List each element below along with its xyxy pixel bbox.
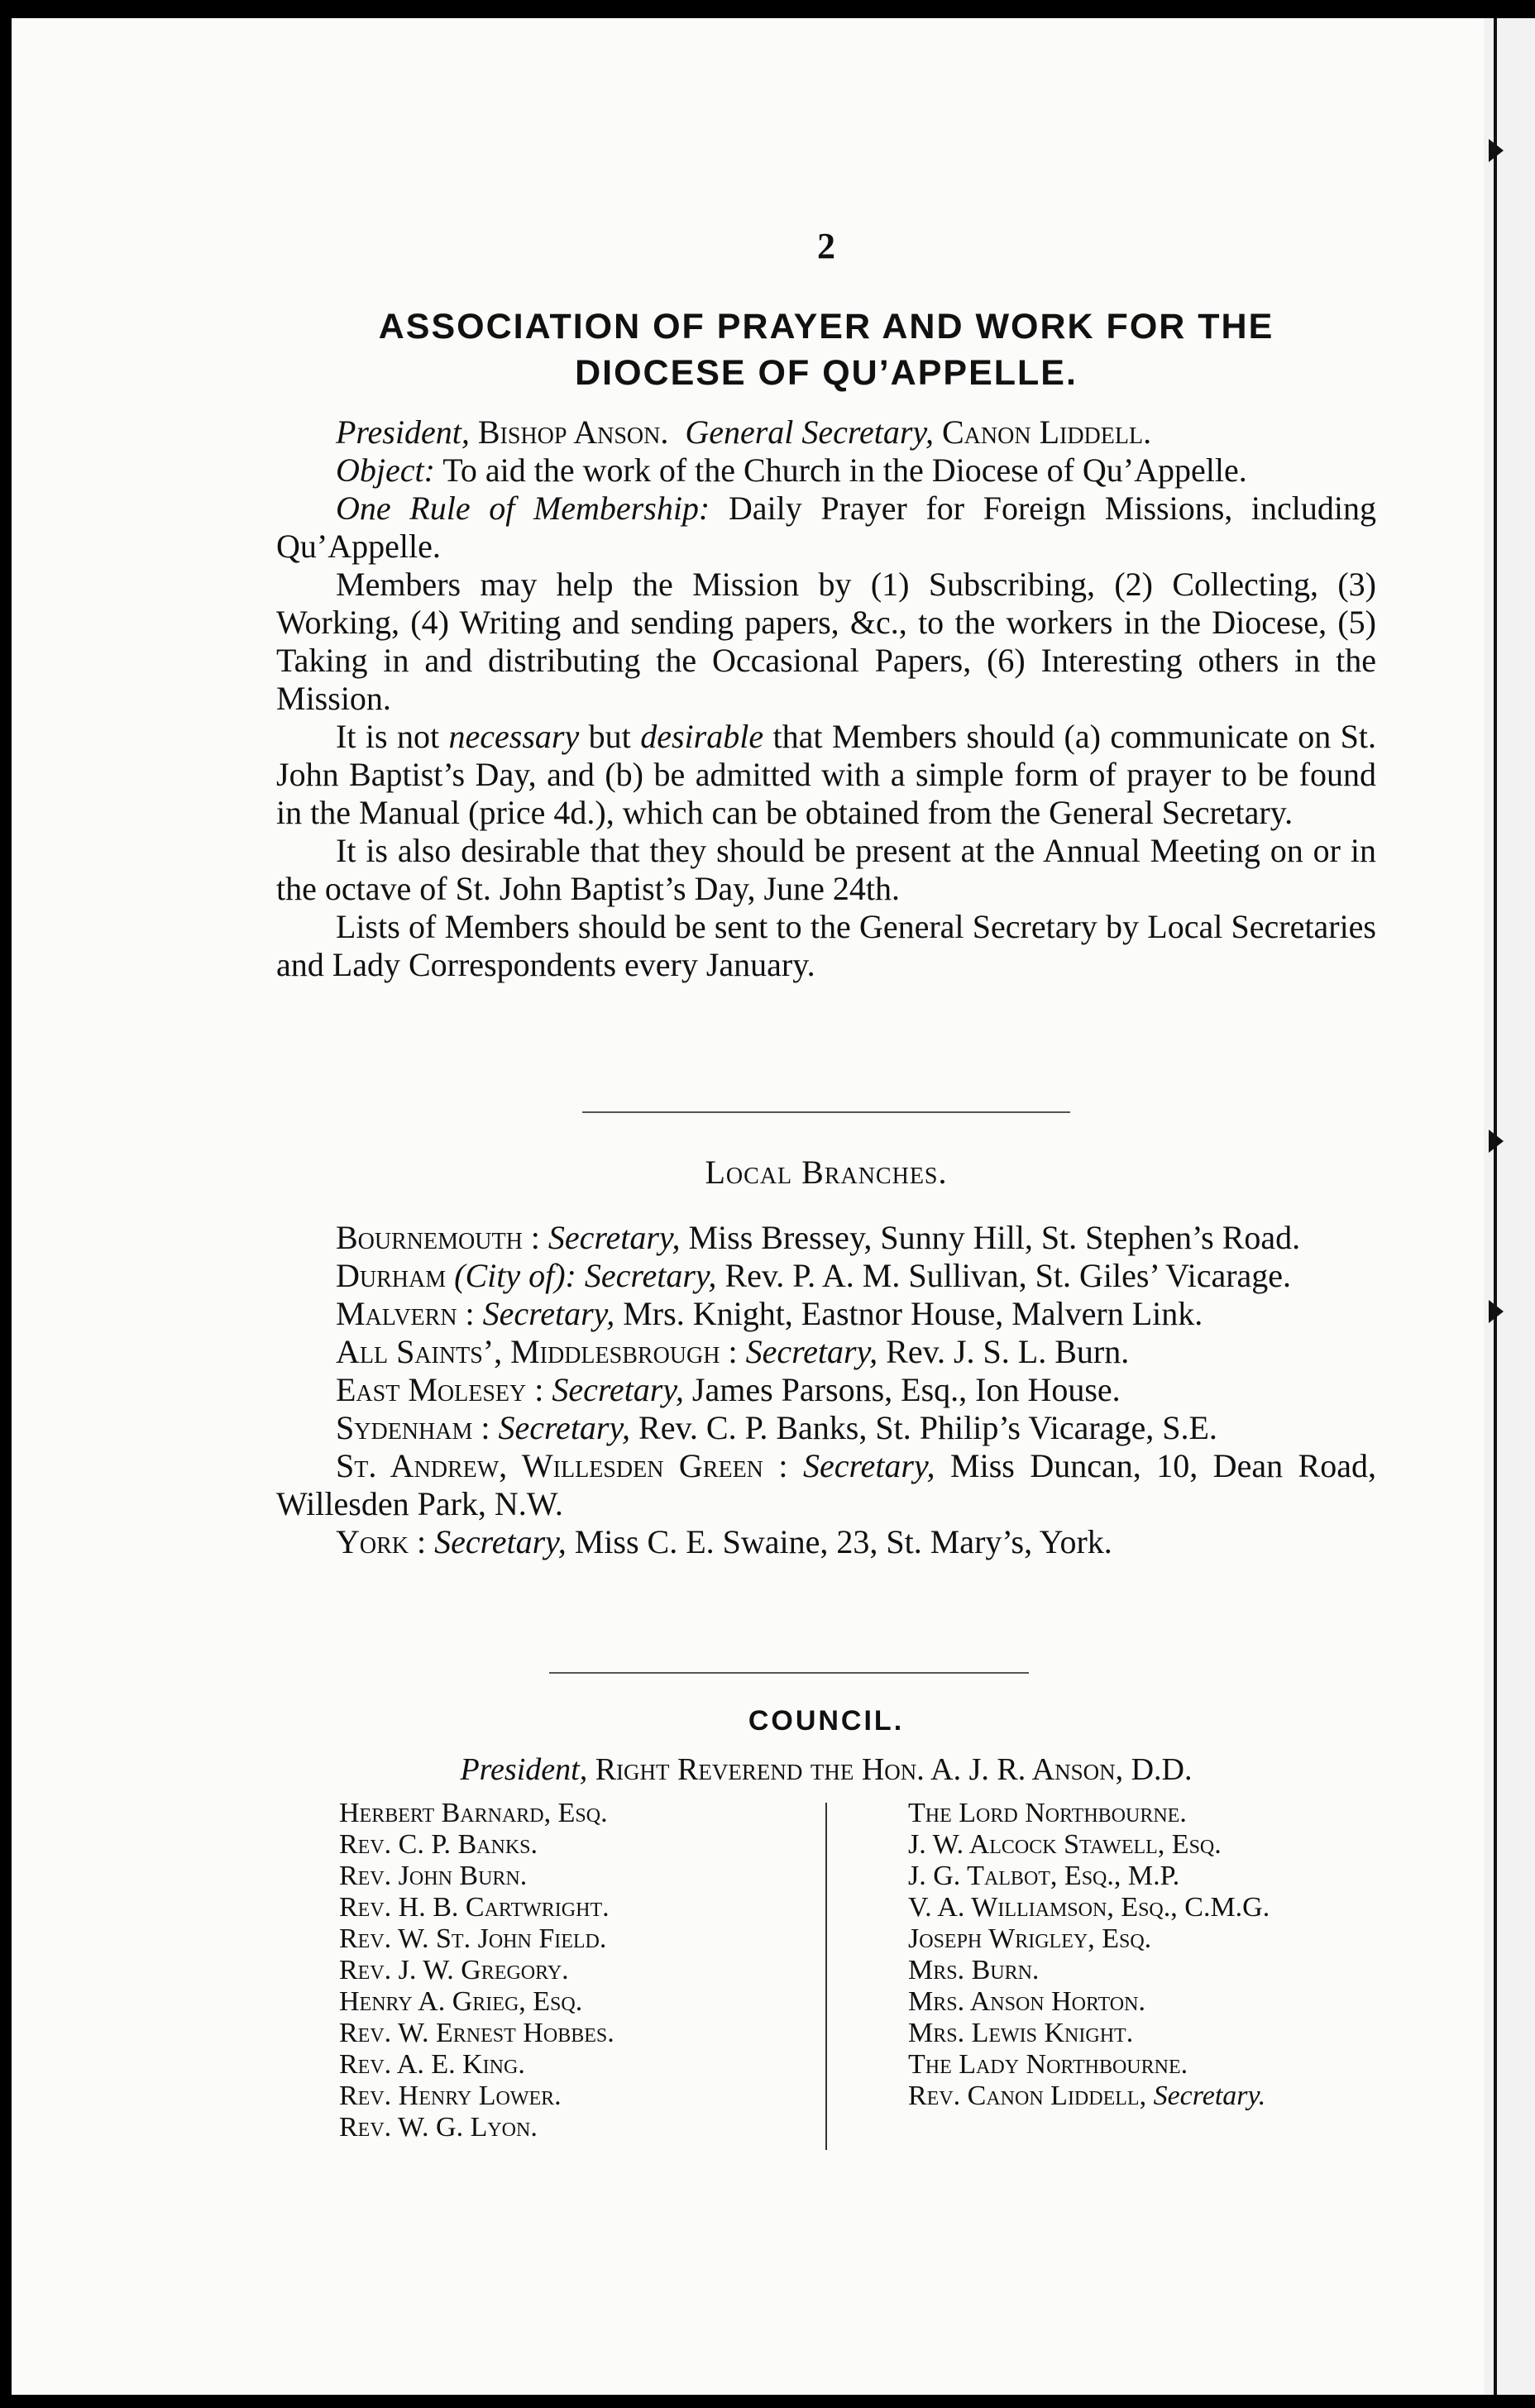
council-member-name: Rev. C. P. Banks. [339, 1829, 538, 1860]
council-member [339, 1955, 614, 1986]
adjacent-page-edge [1484, 18, 1535, 2395]
council-member-name: Rev. W. St. John Field. [339, 1923, 607, 1954]
council-president-label: President, [460, 1752, 588, 1787]
divider [549, 1672, 1029, 1674]
council-member-name: Herbert Barnard, Esq. [339, 1798, 608, 1828]
branch-place: St. Andrew, Willesden Green : [336, 1447, 788, 1484]
council-member [908, 1986, 1270, 2018]
local-branches-list [276, 1219, 1376, 1561]
council-member [908, 2018, 1270, 2049]
council-member [908, 1892, 1270, 1923]
branch-detail: Miss Bressey, Sunny Hill, St. Stephen’s Road. [688, 1219, 1301, 1256]
column-divider [825, 1803, 827, 2150]
branch-entry [276, 1371, 1376, 1409]
council-member [908, 2049, 1270, 2081]
council-member [908, 1923, 1270, 1955]
branch-detail: Rev. P. A. M. Sullivan, St. Giles’ Vicarage. [724, 1257, 1292, 1294]
rule-label: One Rule of Membership: [336, 490, 710, 527]
branch-place: Durham [336, 1257, 447, 1294]
desirable-paragraph [276, 718, 1376, 832]
president-name: Bishop Anson. [477, 413, 669, 451]
council-member-name: Rev. H. B. Cartwright. [339, 1892, 610, 1923]
council-member-name: Rev. J. W. Gregory. [339, 1955, 569, 1985]
binding-notch [1489, 139, 1504, 162]
necessary-word: necessary [448, 718, 580, 755]
branch-detail: Miss Duncan, 10, Dean Road, Willesden Park, N.W. [276, 1447, 1376, 1522]
council-member-name: Joseph Wrigley, Esq. [908, 1923, 1152, 1954]
council-member [339, 1798, 614, 1829]
council-president-text: Right Reverend the Hon. A. J. R. Anson, D.D. [595, 1752, 1193, 1787]
association-text [276, 413, 1376, 984]
rule-text: Daily Prayer for Foreign Missions, including Qu’Appelle. [276, 490, 1376, 565]
binding-line [1494, 18, 1497, 2395]
branch-secretary-label: Secretary, [552, 1371, 684, 1408]
council-member-name: Rev. W. G. Lyon. [339, 2112, 538, 2143]
local-branches-heading: Local Branches. [705, 1154, 948, 1191]
branch-secretary-label: Secretary, [802, 1447, 935, 1484]
officers-line [276, 413, 1376, 452]
branch-entry [276, 1333, 1376, 1371]
divider [582, 1111, 1070, 1113]
council-member [339, 2049, 614, 2081]
branch-detail: Rev. C. P. Banks, St. Philip’s Vicarage, S.E. [638, 1409, 1217, 1446]
page-title [276, 303, 1376, 396]
council-member [908, 2081, 1270, 2112]
desirable-text-2: but [588, 718, 631, 755]
president-label: President, [336, 413, 470, 451]
branch-detail: Miss C. E. Swaine, 23, St. Mary’s, York. [574, 1523, 1112, 1560]
council-member-name: Henry A. Grieg, Esq. [339, 1986, 583, 2017]
council-president [276, 1751, 1376, 1788]
council-member-name: Rev. Canon Liddell, [908, 2081, 1147, 2111]
desirable-word: desirable [640, 718, 764, 755]
council-member [908, 1829, 1270, 1861]
council-member [339, 2112, 614, 2143]
branch-secretary-label: Secretary, [745, 1333, 878, 1370]
title-line-2: DIOCESE OF QU’APPELLE. [575, 353, 1078, 393]
council-member [339, 1986, 614, 2018]
branch-place: All Saints’, Middlesbrough : [336, 1333, 738, 1370]
council-secretary-suffix: Secretary. [1153, 2081, 1266, 2111]
branch-secretary-label: Secretary, [434, 1523, 567, 1560]
branch-secretary-label: Secretary, [482, 1295, 615, 1332]
branch-place: Sydenham : [336, 1409, 490, 1446]
council-member [339, 1861, 614, 1892]
branch-place: East Molesey : [336, 1371, 544, 1408]
lists-paragraph: Lists of Members should be sent to the General Secretary by Local Secretaries and Lady Correspondents every January. [276, 908, 1376, 983]
branch-place: Bournemouth : [336, 1219, 540, 1256]
object-paragraph [276, 452, 1376, 490]
object-text: To aid the work of the Church in the Diocese of Qu’Appelle. [442, 452, 1247, 489]
council-member-name: Mrs. Burn. [908, 1955, 1040, 1985]
gensec-label: General Secretary, [685, 413, 934, 451]
branch-place-qualifier: (City of): [454, 1257, 576, 1294]
branch-secretary-label: Secretary, [584, 1257, 717, 1294]
branch-entry [276, 1523, 1376, 1561]
council-member [908, 1955, 1270, 1986]
council-member-name: Mrs. Lewis Knight. [908, 2018, 1134, 2048]
council-member-name: The Lord Northbourne. [908, 1798, 1187, 1828]
branch-detail: James Parsons, Esq., Ion House. [691, 1371, 1121, 1408]
desirable-text-3: that Members should (a) communicate on St. John Baptist’s Day, and (b) be admitted with a simple form of prayer to be found in the Manual (price 4d.), which can be obtained from the General Secretary. [276, 718, 1377, 831]
council-member [339, 1892, 614, 1923]
council-member-name: The Lady Northbourne. [908, 2049, 1188, 2080]
branch-secretary-label: Secretary, [498, 1409, 631, 1446]
title-line-1: ASSOCIATION OF PRAYER AND WORK FOR THE [378, 307, 1274, 346]
rule-paragraph [276, 490, 1376, 566]
council-member-name: J. G. Talbot, Esq., M.P. [908, 1861, 1180, 1891]
council-member-name: J. W. Alcock Stawell, Esq. [908, 1829, 1222, 1860]
page [12, 18, 1484, 2395]
branch-detail: Mrs. Knight, Eastnor House, Malvern Link. [623, 1295, 1203, 1332]
council-member [908, 1798, 1270, 1829]
branch-place: York : [336, 1523, 427, 1560]
branch-entry [276, 1409, 1376, 1447]
branch-entry [276, 1295, 1376, 1333]
council-member [339, 1829, 614, 1861]
branch-place: Malvern : [336, 1295, 475, 1332]
council-member-name: Rev. Henry Lower. [339, 2081, 562, 2111]
council-right-column [908, 1798, 1270, 2112]
branch-detail: Rev. J. S. L. Burn. [886, 1333, 1130, 1370]
council-heading: COUNCIL. [748, 1705, 905, 1737]
annual-meeting-paragraph: It is also desirable that they should be present at the Annual Meeting on or in the octave of St. John Baptist’s Day, June 24th. [276, 832, 1376, 907]
binding-notch [1489, 1300, 1504, 1323]
council-member-name: V. A. Williamson, Esq., C.M.G. [908, 1892, 1270, 1923]
council-member-name: Mrs. Anson Horton. [908, 1986, 1145, 2017]
branch-secretary-label: Secretary, [548, 1219, 681, 1256]
council-left-column [339, 1798, 614, 2143]
object-label: Object: [336, 452, 435, 489]
council-member-name: Rev. John Burn. [339, 1861, 528, 1891]
council-member-name: Rev. A. E. King. [339, 2049, 525, 2080]
council-member [339, 2018, 614, 2049]
council-member [339, 1923, 614, 1955]
branch-entry [276, 1219, 1376, 1257]
binding-notch [1489, 1130, 1504, 1153]
gensec-name: Canon Liddell. [942, 413, 1152, 451]
council-member [339, 2081, 614, 2112]
branch-entry [276, 1257, 1376, 1295]
council-member [908, 1861, 1270, 1892]
council-member-name: Rev. W. Ernest Hobbes. [339, 2018, 614, 2048]
desirable-text-1: It is not [336, 718, 440, 755]
branch-entry [276, 1447, 1376, 1523]
members-help-paragraph: Members may help the Mission by (1) Subscribing, (2) Collecting, (3) Working, (4) Writing and sending papers, &c., to the workers in the Diocese, (5) Taking in and distributing the Occasional Papers, (6) Interesting others in the Mission. [276, 566, 1376, 717]
page-number: 2 [817, 226, 835, 266]
